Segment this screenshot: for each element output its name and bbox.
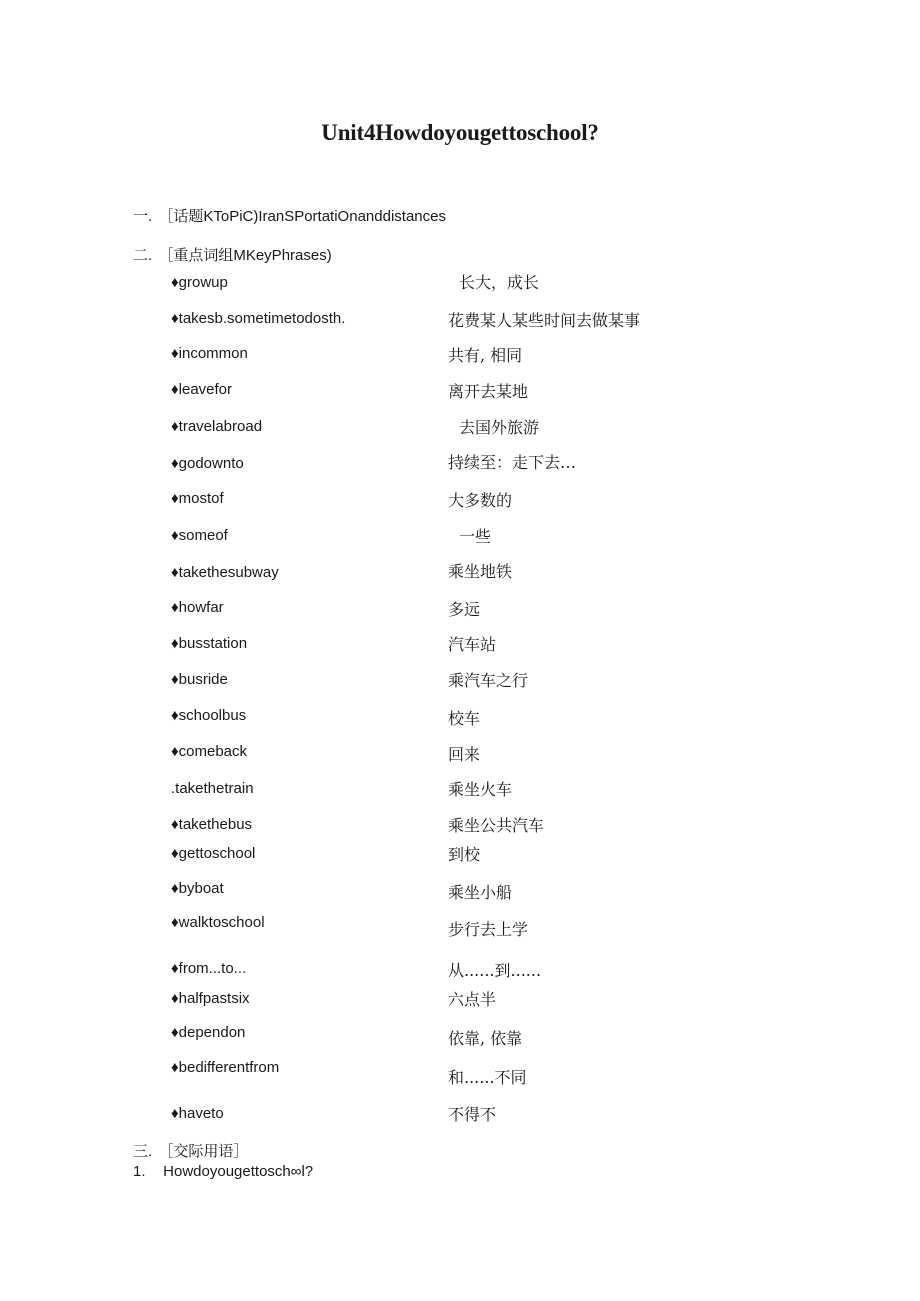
phrase-en: ♦halfpastsix xyxy=(171,990,250,1007)
phrase-en: ♦growup xyxy=(171,274,228,291)
phrase-zh: 到校 xyxy=(448,845,481,864)
phrase-en: ♦busstation xyxy=(171,635,248,652)
phrase-zh: 长大，成长 xyxy=(459,273,540,292)
sentence-item xyxy=(133,1163,313,1180)
phrase-en: ♦gettoschool xyxy=(171,845,256,862)
phrase-en: ♦from...to... xyxy=(171,960,247,977)
section-heading: ［重点词组MKeyPhrases) xyxy=(158,247,332,264)
phrase-en: ♦takethesubway xyxy=(171,564,279,581)
sentence-number: 1. xyxy=(133,1163,146,1180)
phrase-en: ♦leavefor xyxy=(171,381,233,398)
section-topic xyxy=(133,205,446,226)
sentence-text: Howdoyougettosch∞l? xyxy=(163,1163,314,1180)
section-heading: ［话题KToPiC)IranSPortatiOnanddistances xyxy=(158,208,446,225)
phrase-zh: 从......到...... xyxy=(448,961,542,980)
phrase-zh: 六点半 xyxy=(448,990,497,1009)
phrase-en: ♦schoolbus xyxy=(171,707,247,724)
phrase-zh: 大多数的 xyxy=(448,491,513,510)
phrase-en: ♦bedifferentfrom xyxy=(171,1059,280,1076)
phrase-en: .takethetrain xyxy=(171,780,254,797)
phrase-en: ♦godownto xyxy=(171,455,244,472)
phrase-zh: 步行去上学 xyxy=(448,920,529,939)
section-key-phrases xyxy=(133,244,332,265)
phrase-zh: 不得不 xyxy=(448,1105,497,1124)
phrase-en: ♦takesb.sometimetodosth. xyxy=(171,310,346,327)
page-title: Unit4Howdoyougettoschool? xyxy=(321,120,599,145)
phrase-zh: 持续至：走下去… xyxy=(448,453,577,472)
phrase-zh: 共有, 相同 xyxy=(448,346,523,365)
phrase-en: ♦busride xyxy=(171,671,228,688)
section-number: 二. xyxy=(133,247,153,264)
phrase-en: ♦dependon xyxy=(171,1024,246,1041)
phrase-en: ♦byboat xyxy=(171,880,224,897)
phrase-zh: 校车 xyxy=(448,709,481,728)
section-communication xyxy=(133,1140,248,1161)
phrase-en: ♦walktoschool xyxy=(171,914,265,931)
phrase-zh: 回来 xyxy=(448,745,481,764)
phrase-zh: 乘坐地铁 xyxy=(448,562,513,581)
phrase-zh: 和......不同 xyxy=(448,1068,527,1087)
section-heading: ［交际用语］ xyxy=(158,1143,249,1160)
phrase-en: ♦mostof xyxy=(171,490,224,507)
phrase-zh: 汽车站 xyxy=(448,635,497,654)
phrase-zh: 乘坐公共汽车 xyxy=(448,816,545,835)
phrase-en: ♦someof xyxy=(171,527,228,544)
phrase-en: ♦travelabroad xyxy=(171,418,263,435)
phrase-zh: 花费某人某些时间去做某事 xyxy=(448,311,641,330)
phrase-zh: 一些 xyxy=(459,527,492,546)
phrase-zh: 乘汽车之行 xyxy=(448,671,529,690)
phrase-zh: 离开去某地 xyxy=(448,382,529,401)
phrase-en: ♦takethebus xyxy=(171,816,253,833)
phrase-zh: 乘坐小船 xyxy=(448,883,513,902)
phrase-en: ♦howfar xyxy=(171,599,224,616)
phrase-zh: 依靠, 依靠 xyxy=(448,1029,523,1048)
phrase-en: ♦incommon xyxy=(171,345,248,362)
phrase-en: ♦comeback xyxy=(171,743,248,760)
phrase-zh: 去国外旅游 xyxy=(459,418,540,437)
section-number: 三. xyxy=(133,1143,153,1160)
phrase-zh: 多远 xyxy=(448,600,481,619)
phrase-zh: 乘坐火车 xyxy=(448,780,513,799)
section-number: 一. xyxy=(133,208,153,225)
phrase-en: ♦haveto xyxy=(171,1105,224,1122)
